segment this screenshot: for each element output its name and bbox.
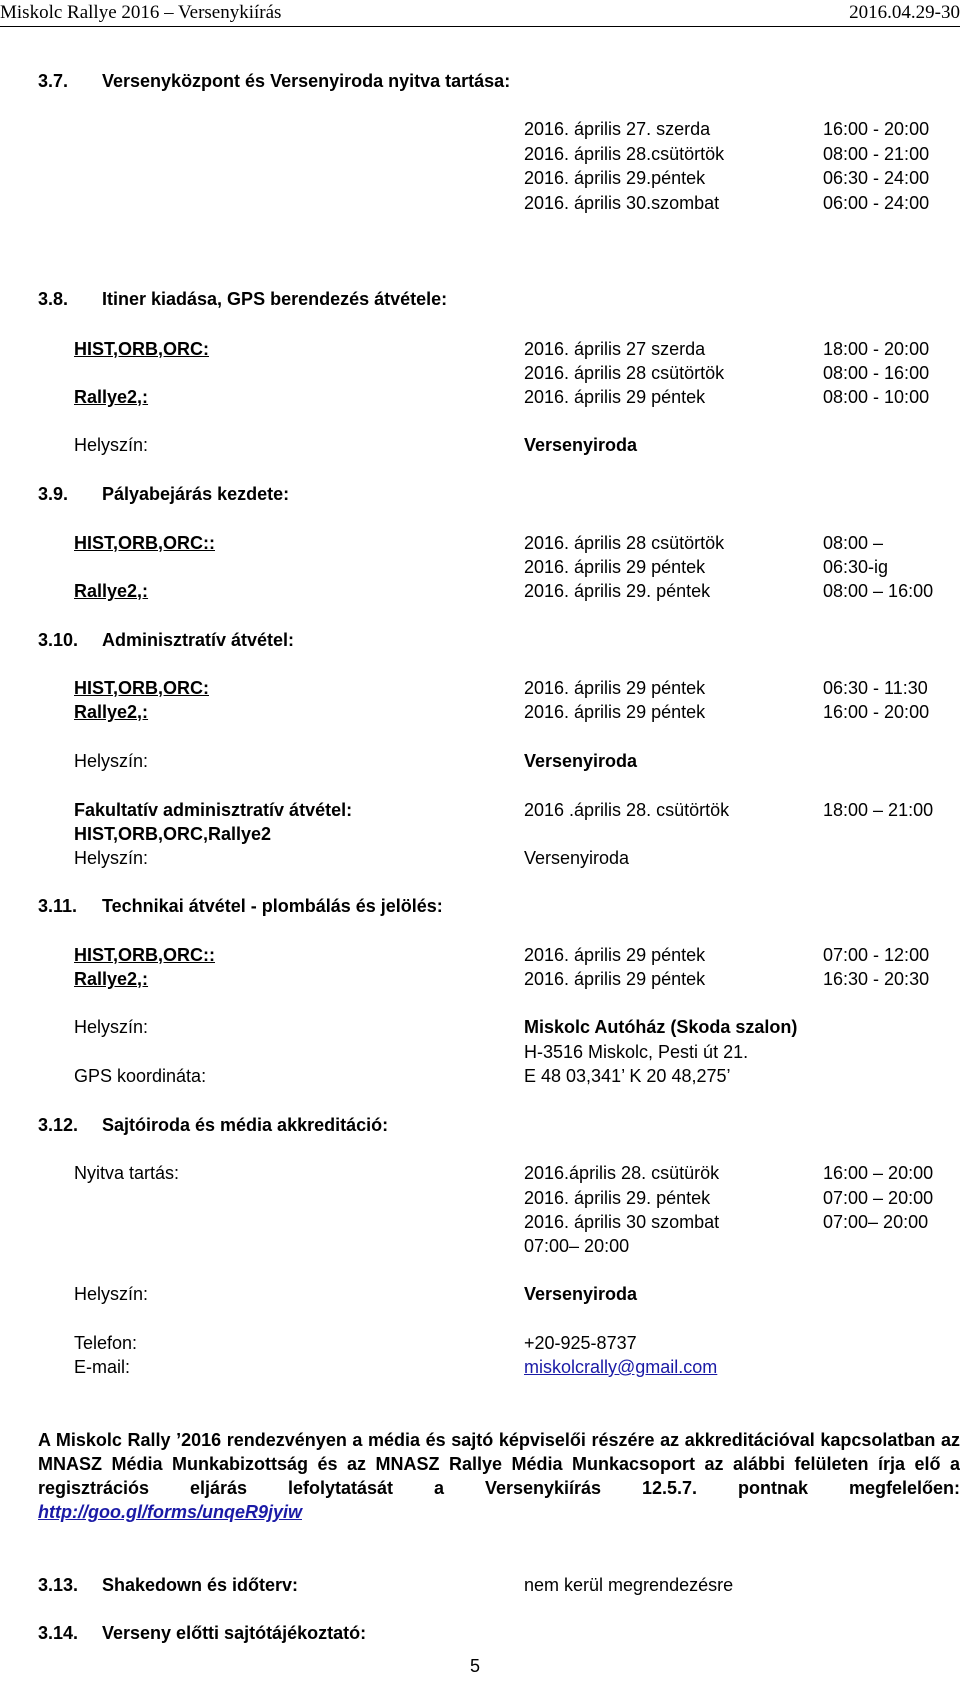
header-divider (0, 26, 960, 27)
gps-label: GPS koordináta: (74, 1066, 207, 1086)
place-label: Helyszín: (74, 848, 149, 868)
category-label: Rallye2,: (74, 581, 149, 601)
date-cell: 2016. április 29 péntek (524, 387, 706, 407)
place-label: Helyszín: (74, 1017, 149, 1037)
time-cell: 07:00 - 12:00 (823, 945, 930, 965)
email-link[interactable]: miskolcrally@gmail.com (524, 1357, 718, 1377)
date-cell: 2016. április 28.csütörtök (524, 144, 725, 164)
date-cell: 2016. április 28 csütörtök (524, 363, 725, 383)
date-cell: 2016. április 29. péntek (524, 581, 711, 601)
section-title: Verseny előtti sajtótájékoztató: (102, 1623, 367, 1643)
time-cell: 08:00 – (823, 533, 884, 553)
time-cell: 18:00 – 21:00 (823, 800, 934, 820)
open-hours-label: Nyitva tartás: (74, 1163, 180, 1183)
section-3-9-heading (38, 483, 289, 505)
time-cell: 16:00 – 20:00 (823, 1163, 934, 1183)
section-title: Sajtóiroda és média akkreditáció: (102, 1115, 389, 1135)
time-cell: 07:00– 20:00 (823, 1212, 929, 1232)
date-cell: 2016. április 29 péntek (524, 557, 706, 577)
date-cell: 2016. április 27 szerda (524, 339, 706, 359)
date-cell: 2016. április 30.szombat (524, 193, 720, 213)
date-cell: 2016. április 30 szombat (524, 1212, 720, 1232)
section-title: Adminisztratív átvétel: (102, 630, 295, 650)
category-label: Rallye2,: (74, 969, 149, 989)
section-number: 3.12. (38, 1115, 79, 1135)
registration-form-link[interactable]: http://goo.gl/forms/unqeR9jyiw (38, 1502, 302, 1522)
time-cell: 06:30 - 11:30 (823, 678, 928, 698)
time-cell: 06:30-ig (823, 557, 889, 577)
section-number: 3.11. (38, 896, 78, 916)
category-label: HIST,ORB,ORC: (74, 339, 209, 359)
place-value: Versenyiroda (524, 848, 630, 868)
time-cell: 07:00 – 20:00 (823, 1188, 934, 1208)
time-cell: 08:00 – 16:00 (823, 581, 934, 601)
time-cell: 08:00 - 16:00 (823, 363, 930, 383)
section-number: 3.7. (38, 71, 69, 91)
phone-value: +20-925-8737 (524, 1333, 637, 1353)
category-label: Rallye2,: (74, 702, 149, 722)
time-cell: 08:00 - 21:00 (823, 144, 930, 164)
section-3-10-heading (38, 629, 294, 651)
section-3-14-heading (38, 1622, 366, 1644)
category-label: HIST,ORB,ORC:: (74, 533, 215, 553)
section-title: Itiner kiadása, GPS berendezés átvétele: (102, 289, 448, 309)
time-cell: 06:30 - 24:00 (823, 168, 930, 188)
paragraph-text: A Miskolc Rally ’2016 rendezvényen a média és sajtó képviselői részére az akkreditációval kapcsolatban az MNASZ Média Munkabizottság és az MNASZ Rallye Média Munkacsoport az alábbi felületen írja elő a regisztrációs eljárás lefolytatását a Versenykiírás 12.5.7. pontnak megfelelően: (38, 1430, 960, 1498)
section-number: 3.14. (38, 1623, 79, 1643)
date-cell: 2016. április 27. szerda (524, 119, 711, 139)
time-cell: 06:00 - 24:00 (823, 193, 930, 213)
place-value: Versenyiroda (524, 751, 638, 771)
section-title: Pályabejárás kezdete: (102, 484, 290, 504)
date-cell: 2016. április 29 péntek (524, 702, 706, 722)
date-cell: 2016. április 29. péntek (524, 1188, 711, 1208)
time-cell: 16:00 - 20:00 (823, 119, 930, 139)
date-cell: 2016. április 28 csütörtök (524, 533, 725, 553)
category-label: HIST,ORB,ORC:: (74, 945, 215, 965)
page-number: 5 (470, 1656, 481, 1676)
place-value: Miskolc Autóház (Skoda szalon) (524, 1017, 798, 1037)
section-title: Shakedown és időterv: (102, 1575, 299, 1595)
phone-label: Telefon: (74, 1333, 138, 1353)
section-3-12-heading (38, 1114, 388, 1136)
time-cell: 07:00– 20:00 (524, 1236, 630, 1256)
section-3-11-heading (38, 895, 443, 917)
time-cell: 16:30 - 20:30 (823, 969, 930, 989)
date-cell: 2016. április 29 péntek (524, 678, 706, 698)
time-cell: 16:00 - 20:00 (823, 702, 930, 722)
header-date: 2016.04.29-30 (849, 2, 960, 23)
category-label: HIST,ORB,ORC: (74, 678, 209, 698)
place-label: Helyszín: (74, 751, 149, 771)
section-number: 3.9. (38, 484, 69, 504)
section-number: 3.8. (38, 289, 69, 309)
place-value: Versenyiroda (524, 1284, 638, 1304)
section-3-13-heading (38, 1574, 298, 1596)
place-label: Helyszín: (74, 435, 149, 455)
email-label: E-mail: (74, 1357, 131, 1377)
shakedown-value: nem kerül megrendezésre (524, 1575, 734, 1595)
category-label: Rallye2,: (74, 387, 149, 407)
section-title: Technikai átvétel - plombálás és jelölés: (102, 896, 443, 916)
section-3-8-heading (38, 288, 447, 310)
section-number: 3.10. (38, 630, 79, 650)
section-3-7-heading (38, 70, 510, 92)
address: H-3516 Miskolc, Pesti út 21. (524, 1042, 749, 1062)
section-number: 3.13. (38, 1575, 79, 1595)
page-header (0, 0, 960, 28)
place-value: Versenyiroda (524, 435, 638, 455)
date-cell: 2016. április 29 péntek (524, 945, 706, 965)
section-title: Versenyközpont és Versenyiroda nyitva tartása: (102, 71, 511, 91)
date-cell: 2016. április 29.péntek (524, 168, 706, 188)
gps-value: E 48 03,341’ K 20 48,275’ (524, 1066, 731, 1086)
date-cell: 2016. április 29 péntek (524, 969, 706, 989)
time-cell: 08:00 - 10:00 (823, 387, 930, 407)
place-label: Helyszín: (74, 1284, 149, 1304)
accreditation-paragraph (38, 1428, 960, 1524)
header-title: Miskolc Rallye 2016 – Versenykiírás (0, 2, 282, 23)
optional-admin-categories: HIST,ORB,ORC,Rallye2 (74, 824, 272, 844)
time-cell: 18:00 - 20:00 (823, 339, 930, 359)
optional-admin-label: Fakultatív adminisztratív átvétel: (74, 800, 353, 820)
date-cell: 2016.április 28. csütürök (524, 1163, 720, 1183)
date-cell: 2016 .április 28. csütörtök (524, 800, 730, 820)
